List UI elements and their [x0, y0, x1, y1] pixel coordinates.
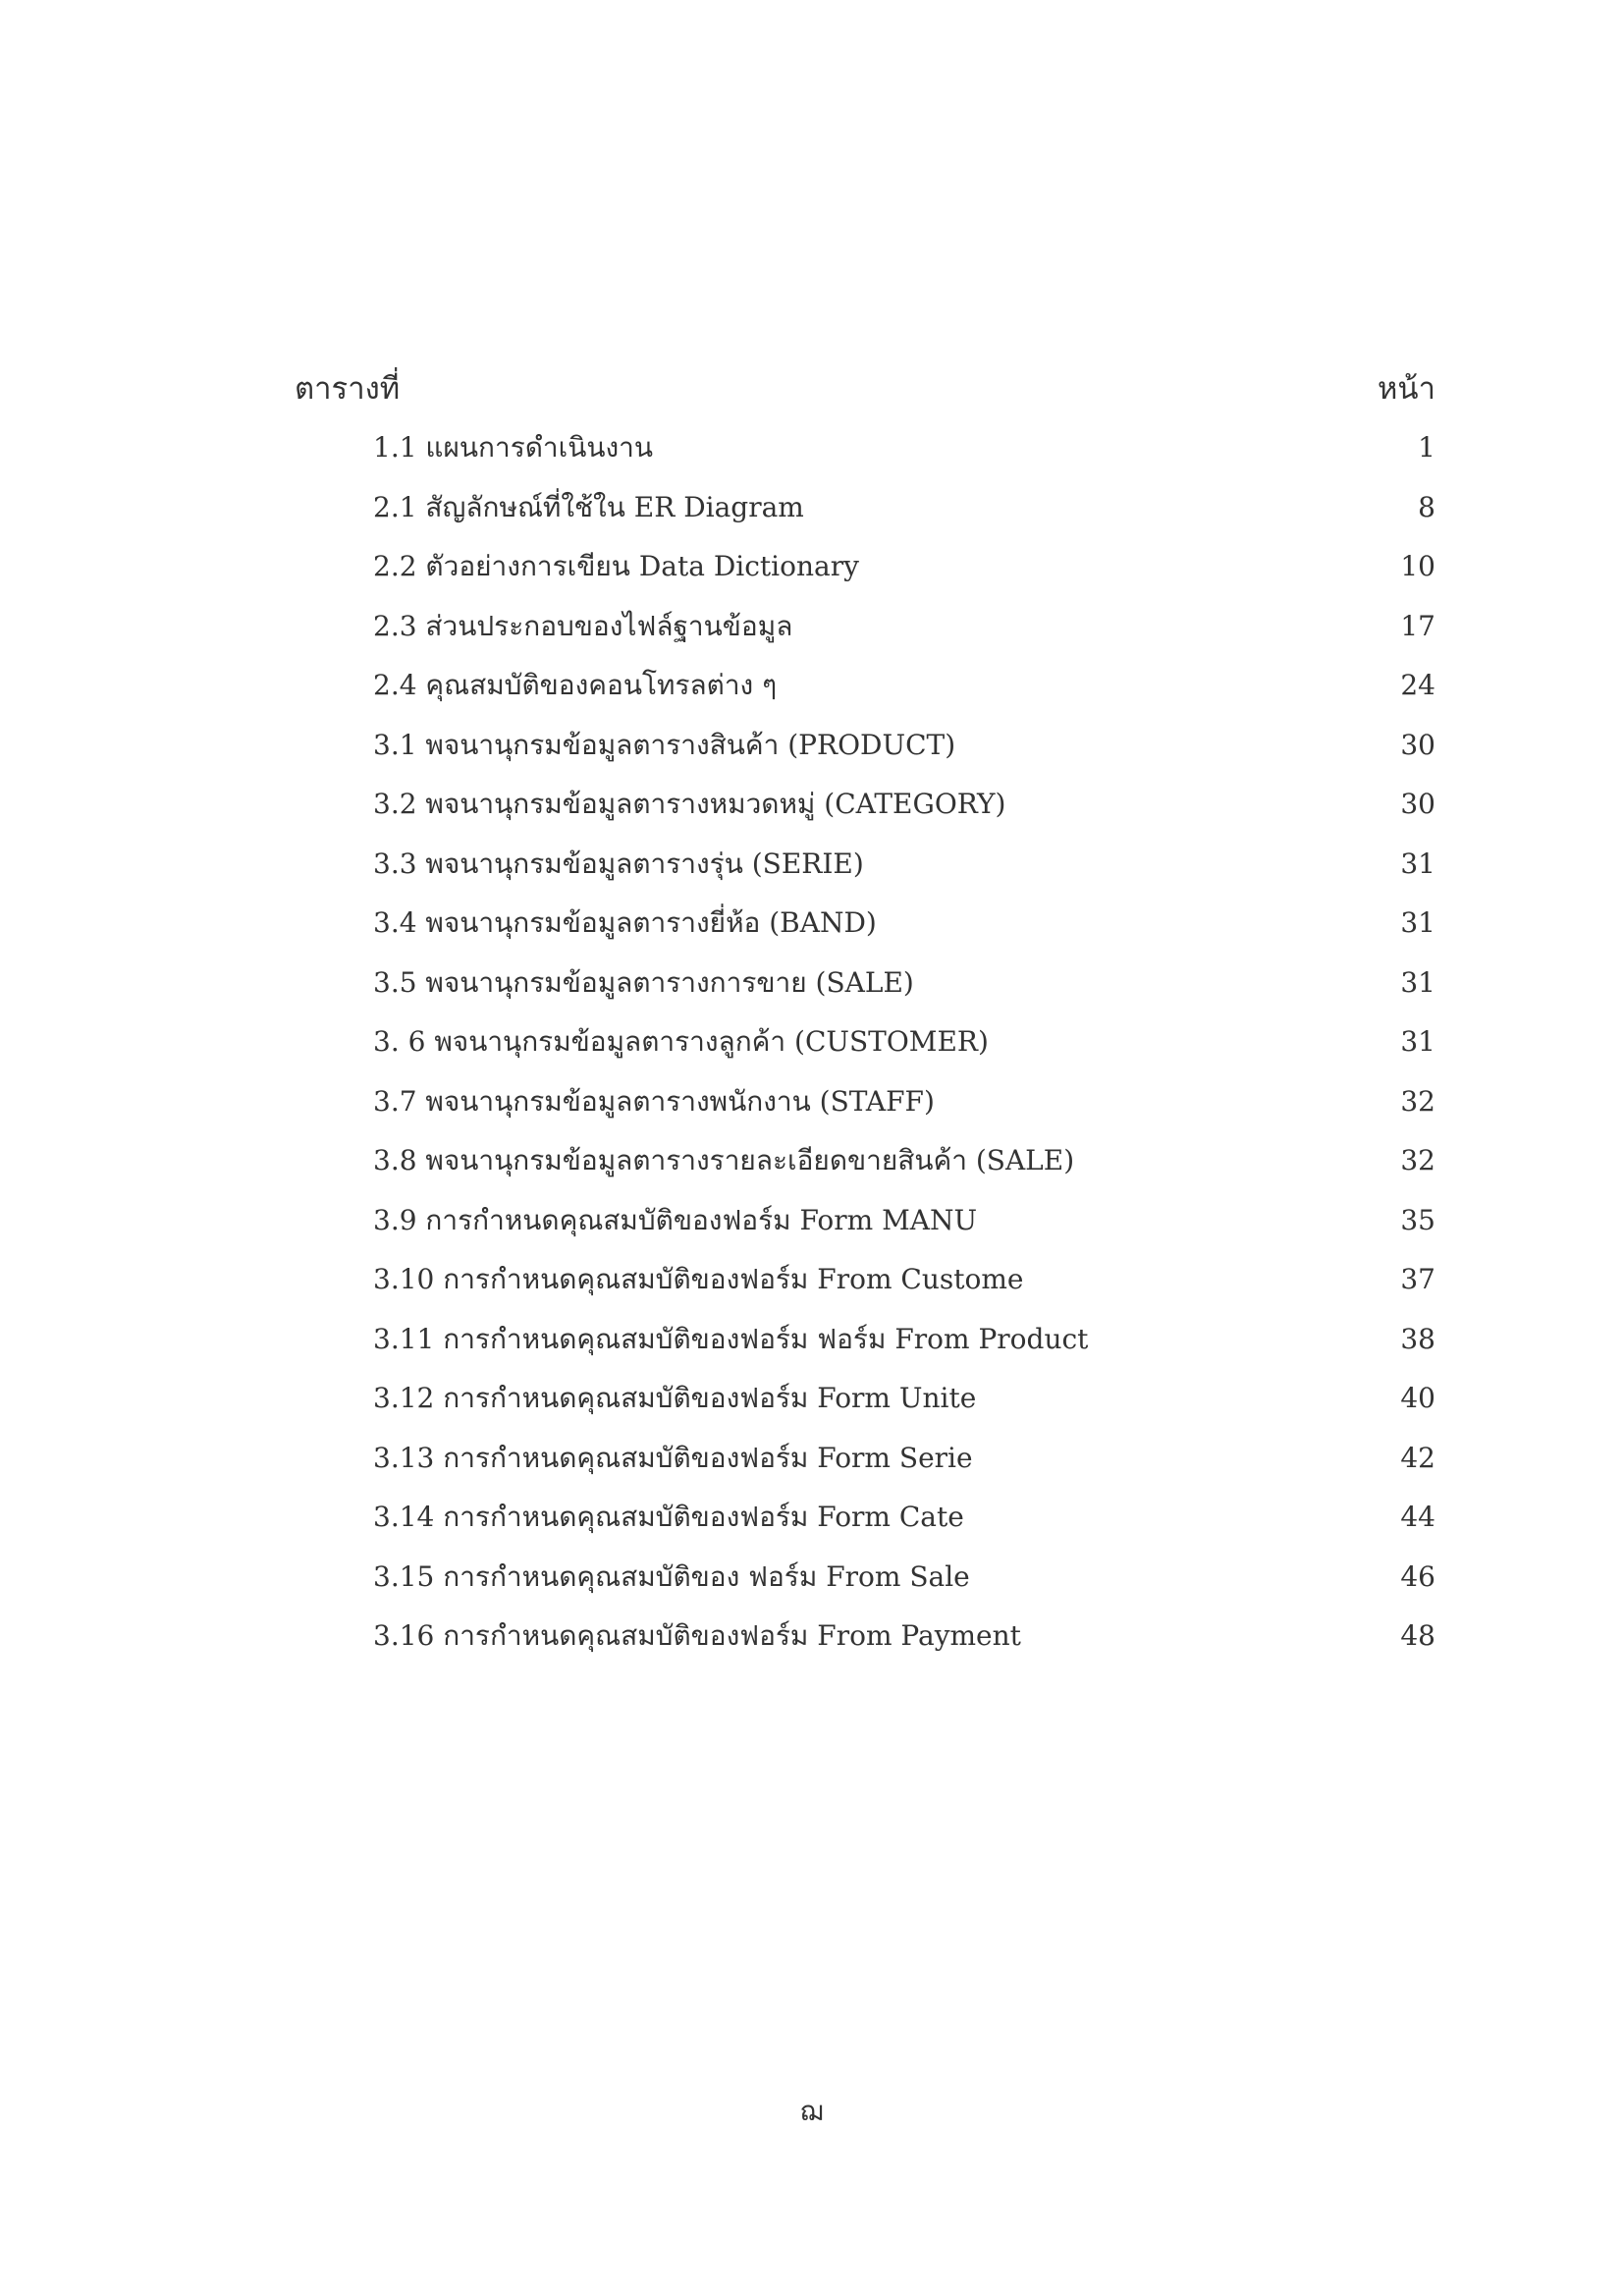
toc-entry-title: 3.5 พจนานุกรมข้อมูลตารางการขาย (SALE): [373, 965, 914, 999]
toc-entry-title: 3.9 การกำหนดคุณสมบัติของฟอร์ม Form MANU: [373, 1203, 978, 1236]
toc-entry-title: 3.10 การกำหนดคุณสมบัติของฟอร์ม From Custome: [373, 1263, 1024, 1295]
toc-entry-title: 3.13 การกำหนดคุณสมบัติของฟอร์ม Form Serie: [373, 1441, 973, 1474]
toc-entry-page-number: 32: [1400, 1144, 1435, 1176]
toc-entry-page-number: 17: [1400, 609, 1435, 642]
toc-entry-page-number: 30: [1400, 728, 1435, 761]
toc-entry-title: 2.2 ตัวอย่างการเขียน Data Dictionary: [373, 550, 859, 582]
toc-entry-page-number: 24: [1400, 669, 1435, 701]
toc-entry-page-number: 1: [1418, 431, 1435, 464]
toc-entry-page-number: 37: [1400, 1263, 1435, 1295]
page-footer-number: ฌ: [799, 2095, 824, 2127]
toc-entry-title: 3.16 การกำหนดคุณสมบัติของฟอร์ม From Payment: [373, 1619, 1021, 1652]
toc-entry: [373, 1131, 1435, 1191]
toc-entry: [373, 835, 1435, 895]
toc-entry-title: 3.15 การกำหนดคุณสมบัติของ ฟอร์ม From Sale: [373, 1559, 970, 1593]
table-of-contents-list: [373, 418, 1435, 1667]
toc-entry: [373, 1310, 1435, 1370]
toc-entry: [373, 1072, 1435, 1132]
toc-entry: [373, 597, 1435, 657]
toc-entry-page-number: 31: [1400, 965, 1435, 999]
toc-entry-page-number: 44: [1400, 1501, 1435, 1533]
toc-entry: [373, 537, 1435, 597]
toc-entry-title: 2.3 ส่วนประกอบของไฟล์ฐานข้อมูล: [373, 609, 793, 642]
toc-entry-page-number: 48: [1400, 1619, 1435, 1652]
toc-entry: [373, 894, 1435, 954]
toc-entry-title: 3.4 พจนานุกรมข้อมูลตารางยี่ห้อ (BAND): [373, 906, 877, 939]
toc-entry-page-number: 8: [1418, 490, 1435, 523]
toc-entry: [373, 775, 1435, 835]
toc-entry: [373, 716, 1435, 776]
toc-entry-page-number: 31: [1400, 1025, 1435, 1058]
toc-header: [295, 363, 1435, 414]
toc-entry: [373, 1548, 1435, 1608]
toc-entry-page-number: 40: [1400, 1382, 1435, 1414]
toc-entry-title: 3.3 พจนานุกรมข้อมูลตารางรุ่น (SERIE): [373, 847, 864, 880]
toc-entry-title: 3.1 พจนานุกรมข้อมูลตารางสินค้า (PRODUCT): [373, 728, 956, 761]
toc-entry: [373, 656, 1435, 716]
toc-entry-page-number: 31: [1400, 847, 1435, 880]
toc-entry-title: 3. 6 พจนานุกรมข้อมูลตารางลูกค้า (CUSTOMER): [373, 1025, 989, 1058]
toc-entry-title: 3.11 การกำหนดคุณสมบัติของฟอร์ม ฟอร์ม From Product: [373, 1322, 1089, 1355]
toc-entry-page-number: 42: [1400, 1441, 1435, 1474]
toc-entry-page-number: 30: [1400, 788, 1435, 820]
toc-entry-page-number: 46: [1400, 1559, 1435, 1593]
toc-entry: [373, 1369, 1435, 1429]
toc-entry: [373, 1250, 1435, 1310]
toc-entry: [373, 478, 1435, 538]
toc-entry-title: 2.4 คุณสมบัติของคอนโทรลต่าง ๆ: [373, 669, 778, 701]
toc-entry-title: 3.14 การกำหนดคุณสมบัติของฟอร์ม Form Cate: [373, 1501, 964, 1533]
toc-entry-page-number: 35: [1400, 1203, 1435, 1236]
toc-entry-page-number: 10: [1400, 550, 1435, 582]
toc-entry-title: 2.1 สัญลักษณ์ที่ใช้ใน ER Diagram: [373, 490, 804, 523]
toc-entry-title: 3.8 พจนานุกรมข้อมูลตารางรายละเอียดขายสินค้า (SALE): [373, 1144, 1075, 1176]
toc-entry: [373, 1607, 1435, 1667]
toc-entry-title: 3.2 พจนานุกรมข้อมูลตารางหมวดหมู่ (CATEGORY): [373, 788, 1006, 820]
toc-column-label-page: หน้า: [1377, 371, 1435, 407]
toc-entry: [373, 954, 1435, 1013]
toc-column-label-table: ตารางที่: [295, 371, 401, 407]
toc-entry-title: 3.7 พจนานุกรมข้อมูลตารางพนักงาน (STAFF): [373, 1084, 935, 1118]
toc-entry-page-number: 31: [1400, 906, 1435, 939]
toc-entry: [373, 1012, 1435, 1072]
toc-entry: [373, 1191, 1435, 1251]
toc-entry: [373, 1429, 1435, 1489]
toc-entry: [373, 1488, 1435, 1548]
toc-entry-page-number: 38: [1400, 1322, 1435, 1355]
toc-entry-title: 1.1 แผนการดำเนินงาน: [373, 431, 654, 464]
toc-entry-title: 3.12 การกำหนดคุณสมบัติของฟอร์ม Form Unite: [373, 1382, 977, 1414]
toc-entry-page-number: 32: [1400, 1084, 1435, 1118]
toc-entry: [373, 418, 1435, 478]
